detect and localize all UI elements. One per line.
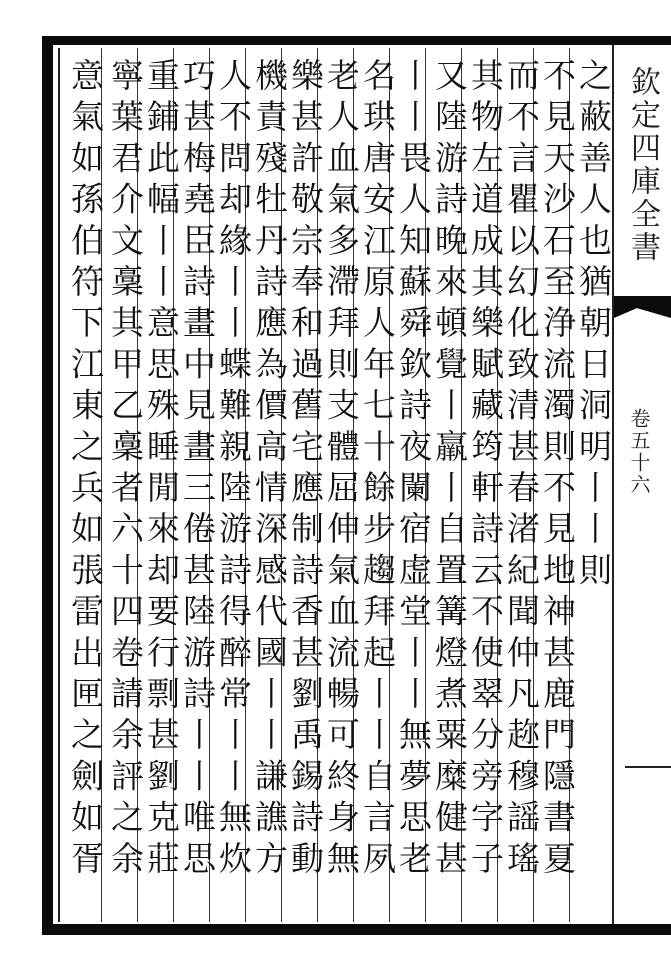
juan-label: 卷五十六 (627, 408, 651, 496)
column-text: 而不言瞿以幻化致清甚春渚紀聞仲凡趂穆謡瑤 (502, 58, 541, 882)
column-text: 意氣如孫伯符下江東之兵如張雷出匣之劍如胥 (66, 58, 105, 882)
frame-left-border (42, 36, 53, 934)
center-block-tick (625, 766, 671, 768)
frame-bottom-border (42, 924, 671, 935)
column-text: 老人血氣多滯拜則支體屈伸氣血流暢可終身無 (322, 58, 361, 882)
frame-inner-line (58, 48, 60, 922)
column-text: 之蔽善人也猶朝日洞明丨丨則 (574, 58, 613, 594)
column-text: 又陸游詩晚來頓覺丨羸丨自置篝燈煮粟糜健甚 (430, 58, 469, 882)
column-text: 機責殘牡丹詩應為價高情深感代國丨丨謙譙方 (250, 58, 289, 882)
frame-top-border (42, 36, 671, 45)
column-text: 寧葉君介文稾其甲乙稾者六十四卷請余評之余 (106, 58, 145, 882)
column-text: 樂甚許敬宗奉和過舊宅應制詩香甚劉禹錫詩動 (286, 58, 325, 882)
column-text: 其物左道成其樂賦藏筠軒詩云不使翠分旁字子 (466, 58, 505, 882)
text-column (62, 58, 108, 920)
book-title: 欽定四庫全書 (625, 66, 660, 264)
column-text: 丨丨畏人知蘇舜欽詩夜闌宿虚堂丨丨無夢思老 (394, 58, 433, 882)
fishtail-mark (614, 296, 671, 318)
column-text: 不見天沙石至浄流濁則不見地神甚鹿門隱書夏 (538, 58, 577, 882)
column-text: 巧甚梅堯臣詩畫中見畫三倦甚陸游詩丨丨唯思 (178, 58, 217, 882)
column-text: 重鋪此幅丨丨意思殊睡閒來却要行剽甚劉克莊 (142, 58, 181, 882)
column-text: 名珙唐安江原人年七十餘步趨拜起丨丨自言夙 (358, 58, 397, 882)
column-text: 人不問却緣丨丨蝶難親陸游詩得醉常丨丨無炊 (214, 58, 253, 882)
text-column (102, 58, 148, 920)
